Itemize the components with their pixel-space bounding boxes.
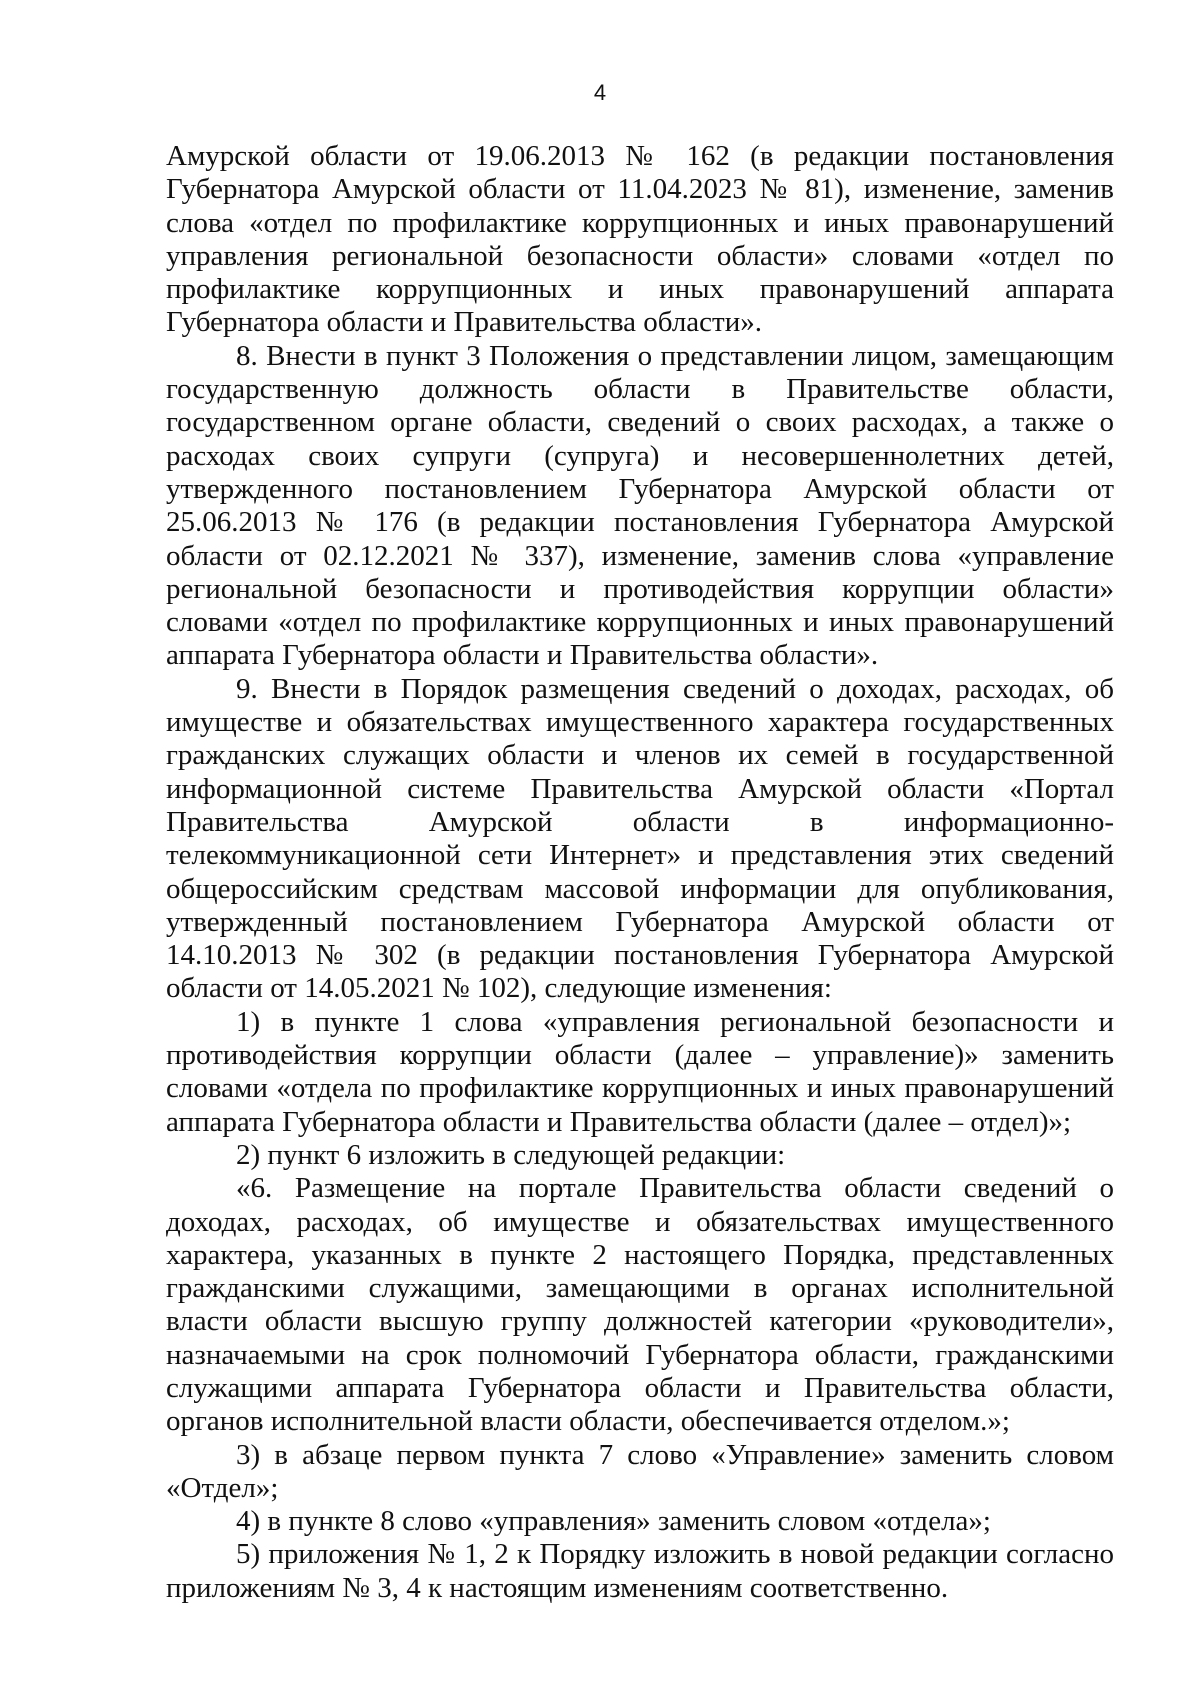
paragraph-continuation: Амурской области от 19.06.2013 № 162 (в редакции постановления Губернатора Амурской области от 11.04.2023 № 81), изменение, заменив слова «отдел по профилактике коррупционных и иных правонарушений управления региональной безопасности области» словами «отдел по профилактике коррупционных и иных правонарушений аппарата Губернатора области и Правительства области». [166,140,1114,339]
paragraph-item-9: 9. Внести в Порядок размещения сведений о доходах, расходах, об имуществе и обязательствах имущественного характера государственных гражданских служащих области и членов их семей в государственной информационной системе Правительства Амурской области «Портал Правительства Амурской области в информационно-телекоммуникационной сети Интернет» и представления этих сведений общероссийским средствам массовой информации для опубликования, утвержденный постановлением Губернатора Амурской области от 14.10.2013 № 302 (в редакции постановления Губернатора Амурской области от 14.05.2021 № 102), следующие изменения: [166,672,1114,1005]
subitem-4: 4) в пункте 8 слово «управления» заменить словом «отдела»; [236,1505,991,1538]
subitem-3: 3) в абзаце первом пункта 7 слово «Управление» заменить словом «Отдел»; [166,1438,1114,1504]
paragraph-item-8: 8. Внести в пункт 3 Положения о представлении лицом, замещающим государственную должность области в Правительстве области, государственном органе области, сведений о своих расходах, а также о расходах своих супруги (супруга) и несовершеннолетних детей, утвержденного постановлением Губернатора Амурской области от 25.06.2013 № 176 (в редакции постановления Губернатора Амурской области от 02.12.2021 № 337), изменение, заменив слова «управление региональной безопасности и противодействия коррупции области» словами «отдел по профилактике коррупционных и иных правонарушений аппарата Губернатора области и Правительства области». [166,339,1114,672]
subitem-5: 5) приложения № 1, 2 к Порядку изложить в новой редакции согласно приложениям № 3, 4 к настоящим изменениям соответственно. [166,1538,1114,1604]
page-number: 4 [593,80,607,105]
subitem-1: 1) в пункте 1 слова «управления региональной безопасности и противодействия коррупции области (далее – управление)» заменить словами «отдела по профилактике коррупционных и иных правонарушений аппарата Губернатора области и Правительства области (далее – отдел)»; [166,1005,1114,1138]
quoted-item-6: «6. Размещение на портале Правительства области сведений о доходах, расходах, об имуществе и обязательствах имущественного характера, указанных в пункте 2 настоящего Порядка, представленных гражданскими служащими, замещающими в органах исполнительной власти области высшую группу должностей категории «руководители», назначаемыми на срок полномочий Губернатора области, гражданскими служащими аппарата Губернатора области и Правительства области, органов исполнительной власти области, обеспечивается отделом.»; [166,1172,1114,1438]
document-body [166,140,1114,1605]
subitem-2: 2) пункт 6 изложить в следующей редакции: [236,1138,786,1171]
